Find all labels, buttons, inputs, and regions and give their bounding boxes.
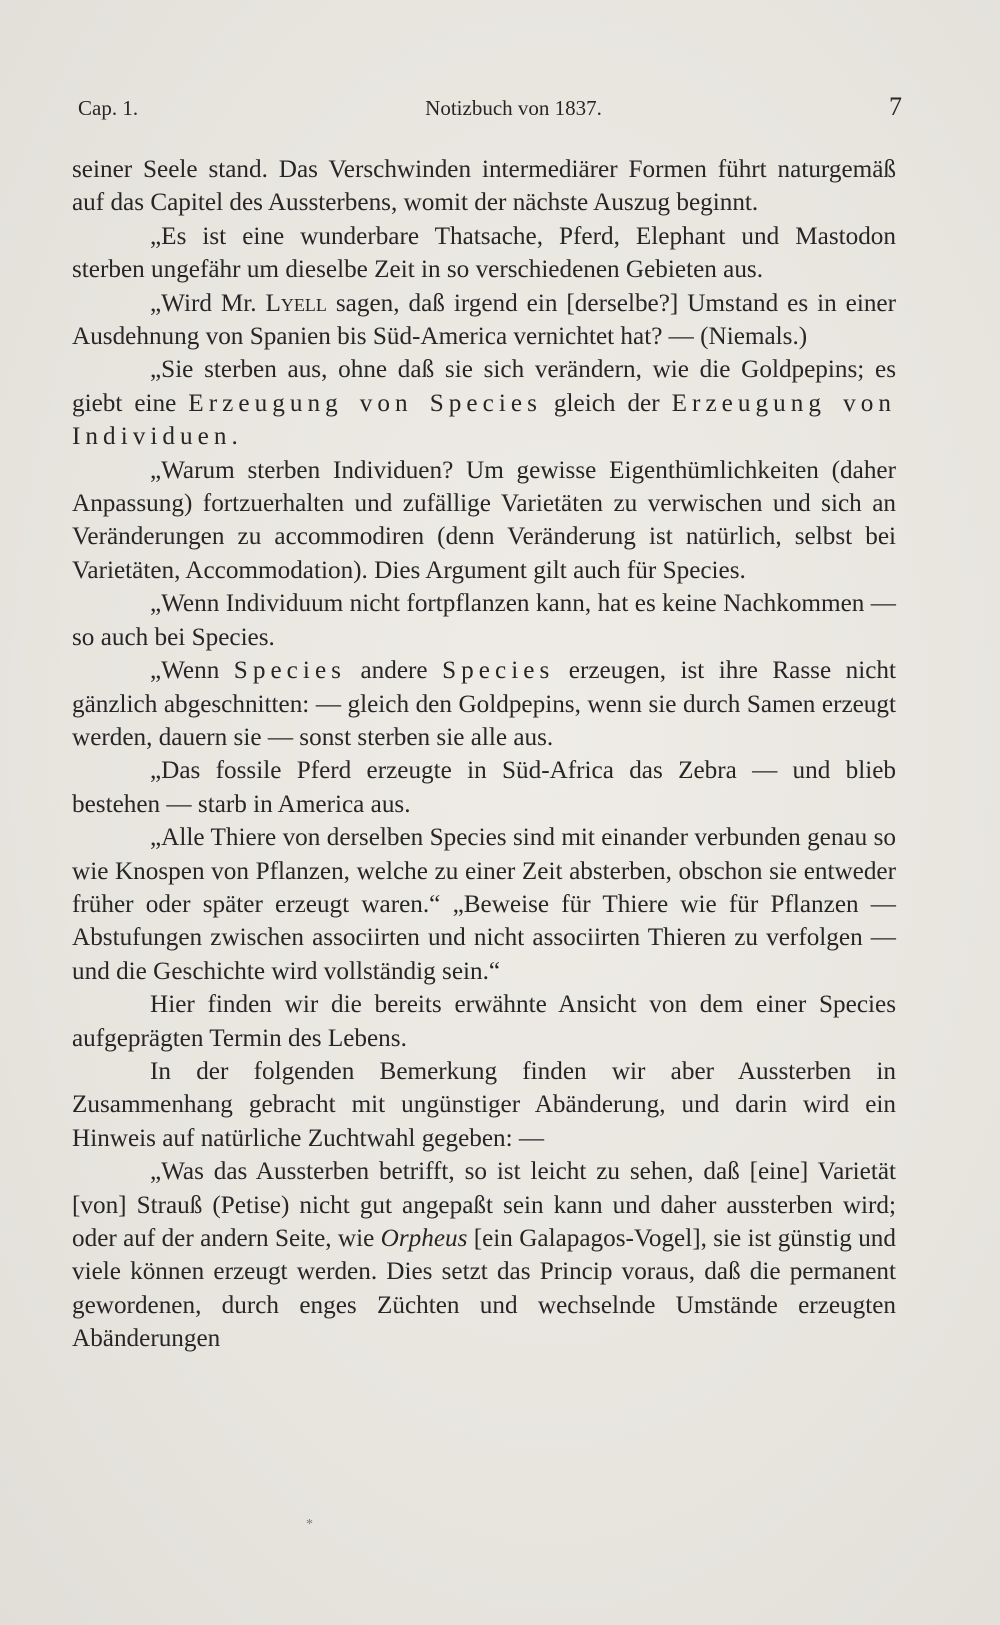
spaced-emphasis: Species	[233, 657, 347, 685]
spaced-emphasis: Erzeugung von Individuen	[72, 389, 896, 451]
quote-paragraph: „Das fossile Pferd erzeugte in Süd-Africa das Zebra — und blieb bestehen — starb in America aus.	[72, 757, 896, 818]
commentary-paragraph: In der folgenden Bemerkung finden wir aber Aussterben in Zusammenhang gebracht mit ungünstiger Abänderung, und darin wird ein Hinweis auf natürliche Zuchtwahl gegeben: —	[72, 1057, 896, 1152]
running-title: Notizbuch von 1837.	[425, 96, 602, 120]
quote-paragraph: „Wenn Individuum nicht fortpflanzen kann, hat es keine Nachkommen — so auch bei Species.	[72, 590, 896, 651]
commentary-paragraph: Hier finden wir die bereits erwähnte Ansicht von dem einer Species aufgeprägten Termin des Lebens.	[72, 991, 896, 1052]
author-name: Lyell	[265, 289, 327, 317]
quote-paragraph	[72, 353, 896, 453]
text-run: erzeugen, ist ihre Rasse nicht gänzlich abgeschnitten: — gleich den Goldpepins, wenn sie durch Samen erzeugt werden, dauern sie — sonst sterben sie alle aus.	[72, 657, 896, 751]
text-run: gleich der	[541, 389, 672, 417]
text-run: .	[231, 423, 238, 451]
text-run: „Sie sterben aus, ohne daß sie sich verändern, wie die Goldpepins; es giebt eine	[72, 356, 896, 417]
page-number: 7	[889, 92, 902, 121]
spaced-emphasis: Erzeugung von Species	[188, 389, 542, 417]
text-run: andere	[346, 657, 443, 685]
paragraph-continuation: seiner Seele stand. Das Verschwinden intermediärer Formen führt naturgemäß auf das Capitel des Aussterbens, womit der nächste Auszug beginnt.	[72, 156, 896, 217]
stray-mark: *	[306, 1517, 313, 1532]
chapter-label: Cap. 1.	[78, 96, 139, 120]
text-run: „Wenn	[150, 657, 234, 685]
quote-paragraph: „Es ist eine wunderbare Thatsache, Pferd, Elephant und Mastodon sterben ungefähr um dieselbe Zeit in so verschiedenen Gebieten aus.	[72, 222, 896, 284]
quote-paragraph	[72, 287, 896, 354]
text-run: [ein Galapagos-Vogel], sie ist günstig und viele können erzeugt werden. Dies setzt das Princip voraus, daß die permanent gewordenen, durch enges Züchten und wechselnde Umstände erzeugten Abänderungen	[72, 1225, 896, 1353]
italic-term: Orpheus	[380, 1225, 468, 1252]
quote-paragraph	[72, 1155, 896, 1355]
text-run: „Wird Mr.	[150, 289, 266, 317]
spaced-emphasis: Species	[442, 657, 555, 685]
quote-paragraph	[72, 654, 896, 754]
text-run: sagen, daß irgend ein [derselbe?] Umstand es in einer Ausdehnung von Spanien bis Süd-America vernichtet hat? — (Niemals.)	[72, 289, 896, 351]
running-head	[78, 92, 902, 122]
text-run: „Was das Aussterben betrifft, so ist leicht zu sehen, daß [eine] Varietät [von] Strauß (Petise) nicht gut angepaßt sein kann und daher aussterben wird; oder auf der andern Seite, wie	[72, 1158, 896, 1252]
body-text	[72, 153, 896, 1356]
quote-paragraph: „Alle Thiere von derselben Species sind mit einander verbunden genau so wie Knospen von Pflanzen, welche zu einer Zeit absterben, obschon sie entweder früher oder später erzeugt waren.“ „Beweise für Thiere wie für Pflanzen — Abstufungen zwischen associirten und nicht associirten Thieren zu verfolgen — und die Geschichte wird vollständig sein.“	[72, 824, 896, 985]
quote-paragraph: „Warum sterben Individuen? Um gewisse Eigenthümlichkeiten (daher Anpassung) fortzuerhalten und zufällige Varietäten zu verwischen und sich an Veränderungen zu accommodiren (denn Veränderung ist natürlich, selbst bei Varietäten, Accommodation). Dies Argument gilt auch für Species.	[72, 456, 896, 584]
